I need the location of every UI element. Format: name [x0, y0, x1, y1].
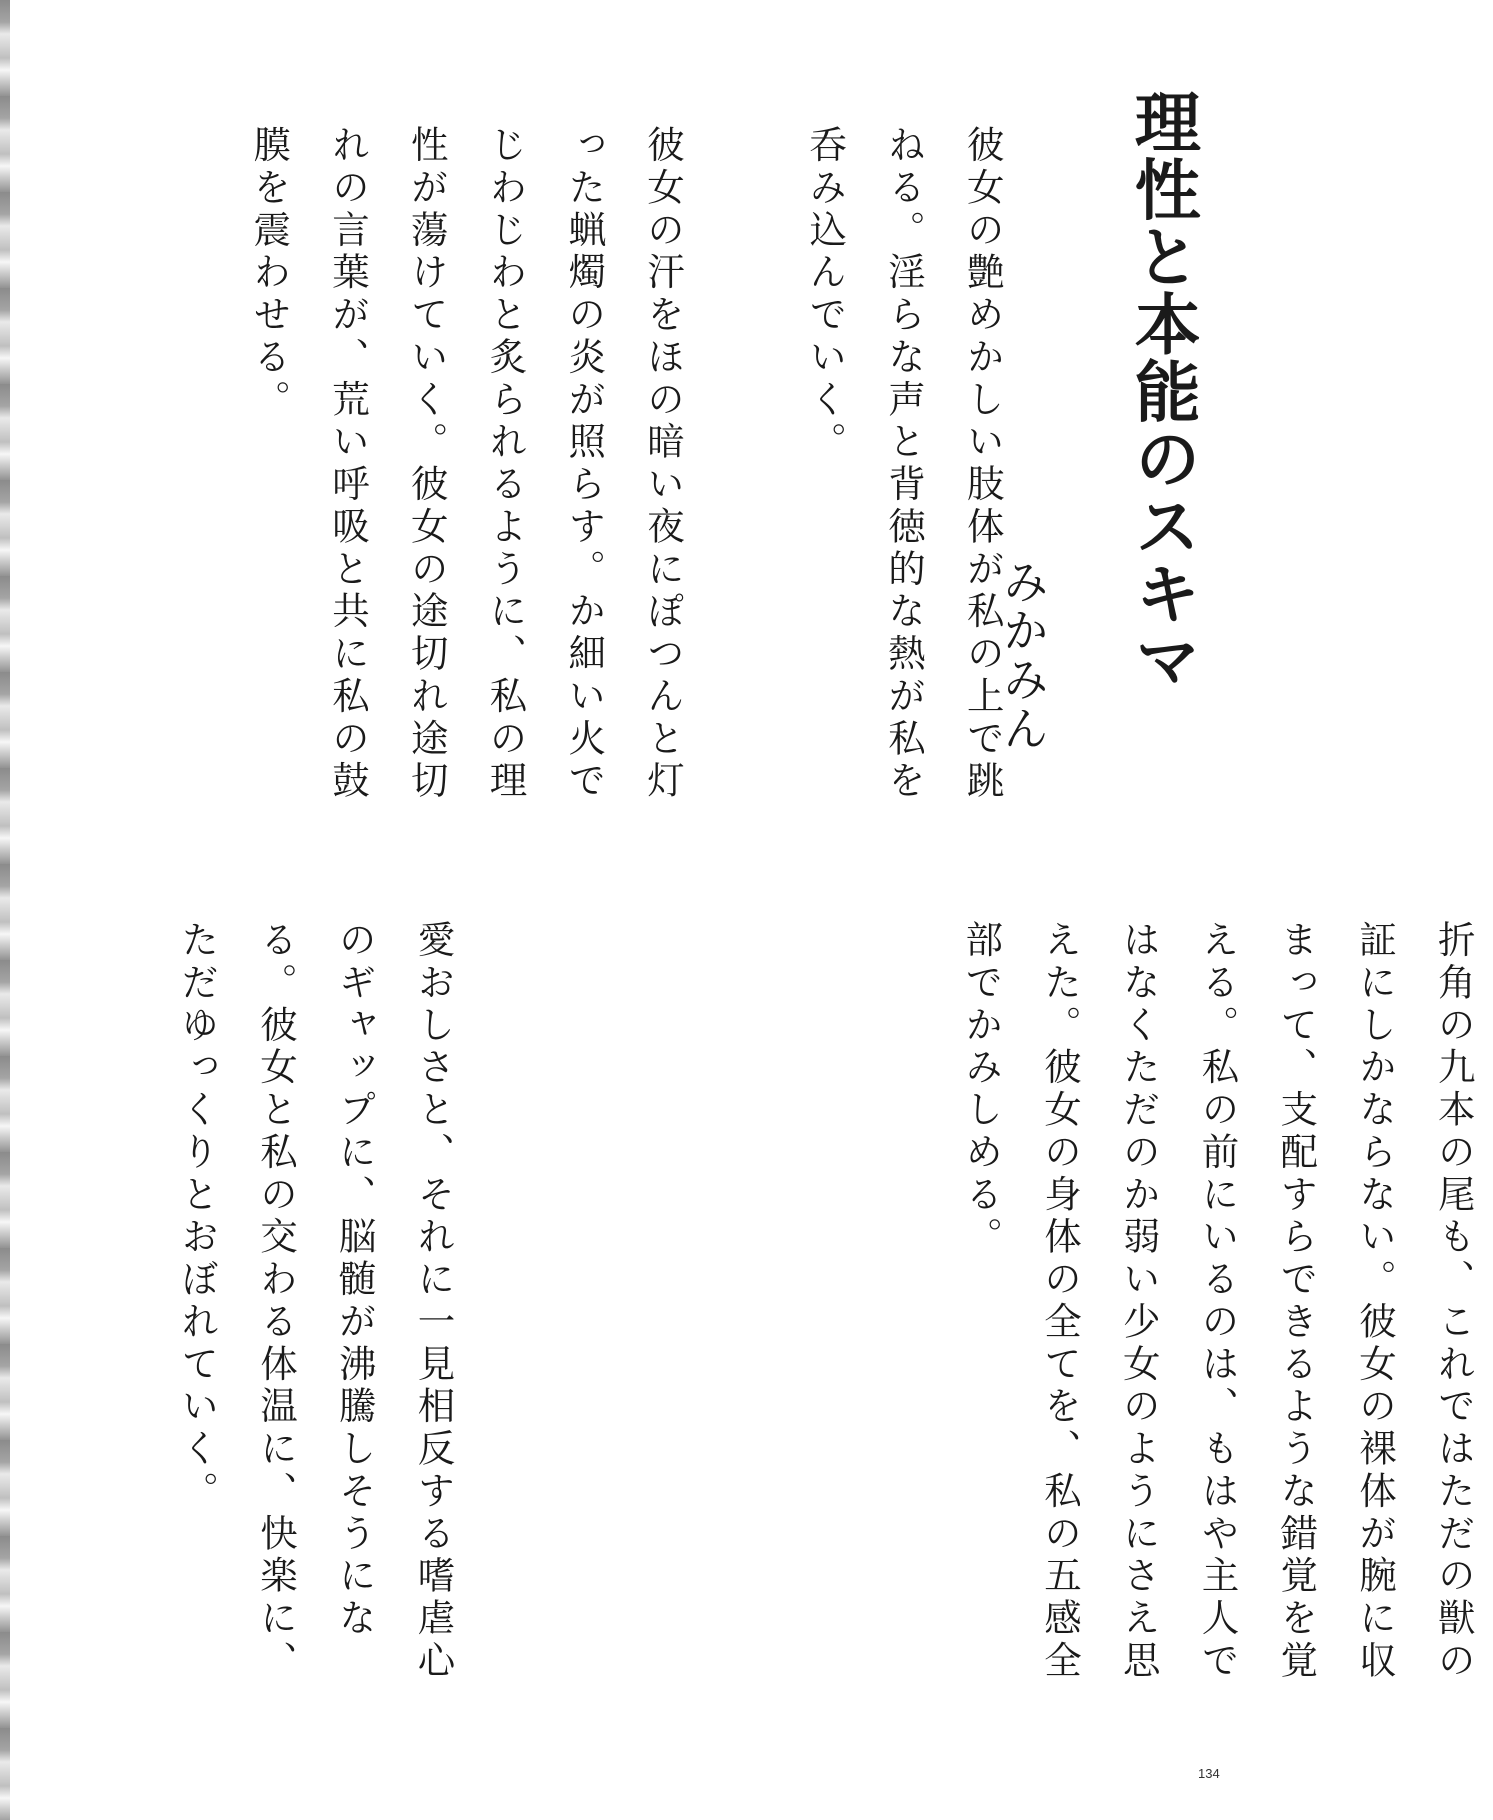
body-paragraph: 彼女の艶めかしい肢体が私の上で跳ねる。淫らな声と背徳的な熱が私を呑み込んでいく。 [803, 125, 1005, 803]
scan-edge-shadow [0, 0, 10, 1820]
page-title: 理性と本能のスキマ [1123, 88, 1202, 694]
author-name: みかみん [996, 558, 1050, 754]
body-paragraph: 折角の九本の尾も、これではただの獣の証にしかならない。彼女の裸体が腕に収まって、支配すらできるような錯覚を覚える。私の前にいるのは、もはや主人ではなくただのか弱い少女のようにさえ思えた。彼女の身体の全てを、私の五感全部でかみしめる。 [959, 920, 1476, 1683]
body-paragraph: 彼女の汗をほの暗い夜にぽつんと灯った蝋燭の炎が照らす。か細い火でじわじわと炙られるように、私の理性が蕩けていく。彼女の途切れ途切れの言葉が、荒い呼吸と共に私の鼓膜を震わせる。 [247, 125, 685, 803]
body-paragraph: 愛おしさと、それに一見相反する嗜虐心のギャップに、脳髄が沸騰しそうになる。彼女と私の交わる体温に、快楽に、ただゆっくりとおぼれていく。 [175, 920, 456, 1683]
page-number: 134 [1198, 1766, 1220, 1781]
